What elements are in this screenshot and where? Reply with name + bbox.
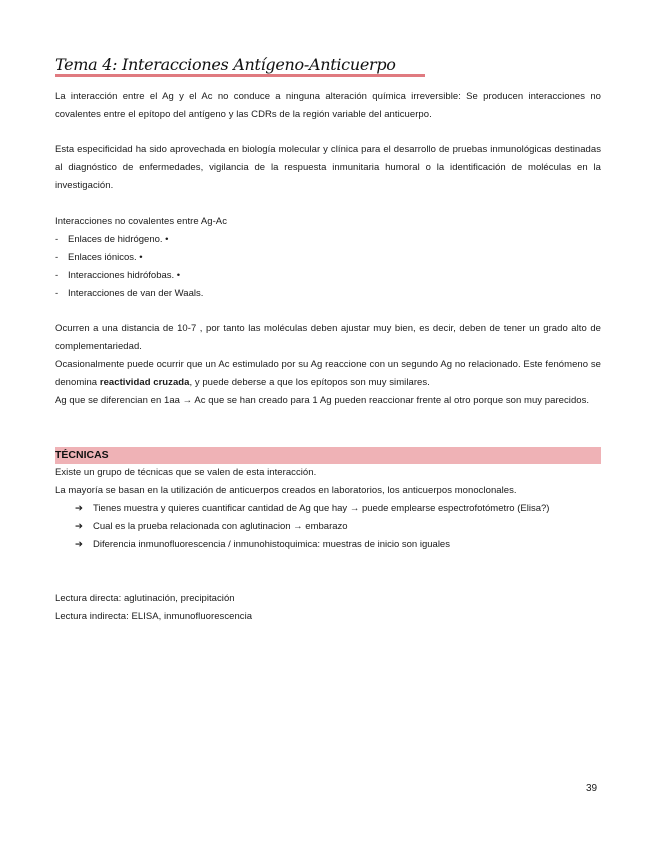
lectura-indirecta: Lectura indirecta: ELISA, inmunofluorescencia <box>55 611 253 622</box>
cross-reactivity-term: reactividad cruzada <box>99 377 190 388</box>
interactions-list <box>55 231 203 303</box>
cross-reactivity-text: Ocasionalmente puede ocurrir que un Ac estimulado por su Ag reaccione con un segundo Ag no relacionado. Este fenómeno se denomina <box>55 359 601 388</box>
title-underline <box>55 74 425 77</box>
distance-paragraph: Ocurren a una distancia de 10-7 , por tanto las moléculas deben ajustar muy bien, es decir, deben de tener un grado alto de complementariedad. <box>55 323 601 352</box>
lectura-directa: Lectura directa: aglutinación, precipitación <box>55 593 235 604</box>
dash-bullet: - <box>55 252 59 263</box>
list-item <box>75 518 601 536</box>
dash-bullet: - <box>55 270 59 281</box>
page-number: 39 <box>586 783 598 794</box>
arrow-right-icon: ➔ <box>75 539 83 550</box>
tecnicas-line-1: Existe un grupo de técnicas que se valen de esta interacción. <box>55 467 317 478</box>
arrow-right-icon: ➔ <box>75 503 83 514</box>
interactions-heading: Interacciones no covalentes entre Ag-Ac <box>55 216 227 227</box>
intro-paragraph: La interacción entre el Ag y el Ac no conduce a ninguna alteración química irreversible: Se producen interacciones no covalentes entre el epítopo del antígeno y las CDRs de la región variable del anticuerpo. <box>55 91 601 120</box>
list-item <box>55 285 203 303</box>
tecnicas-heading: TÉCNICAS <box>55 449 109 461</box>
list-item-text: Cual es la prueba relacionada con aglutinacion → embarazo <box>93 521 348 532</box>
differ-paragraph: Ag que se diferencian en 1aa → Ac que se han creado para 1 Ag pueden reaccionar frente al otro porque son muy parecidos. <box>55 395 590 406</box>
list-item-text: Diferencia inmunofluorescencia / inmunohistoquimica: muestras de inicio son iguales <box>93 539 450 550</box>
list-item <box>75 500 601 518</box>
list-item <box>55 267 203 285</box>
cross-reactivity-paragraph <box>55 356 601 392</box>
list-item <box>55 249 203 267</box>
list-item-text: Enlaces iónicos. • <box>68 252 143 263</box>
dash-bullet: - <box>55 288 59 299</box>
tecnicas-line-2: La mayoría se basan en la utilización de anticuerpos creados en laboratorios, los anticuerpos monoclonales. <box>55 485 517 496</box>
dash-bullet: - <box>55 234 59 245</box>
tecnicas-bullet-list <box>75 500 601 554</box>
specificity-paragraph: Esta especificidad ha sido aprovechada en biología molecular y clínica para el desarrollo de pruebas inmunológicas destinadas al diagnóstico de enfermedades, vigilancia de la respuesta inmunitaria humoral o la identificación de moléculas en la investigación. <box>55 144 601 191</box>
arrow-right-icon: ➔ <box>75 521 83 532</box>
tecnicas-heading-band <box>55 447 601 464</box>
list-item-text: Interacciones hidrófobas. • <box>68 270 181 281</box>
list-item <box>75 536 601 554</box>
page-title: Tema 4: Interacciones Antígeno-Anticuerpo <box>55 55 396 74</box>
list-item <box>55 231 203 249</box>
list-item-text: Tienes muestra y quieres cuantificar cantidad de Ag que hay → puede emplearse espectrofotómetro (Elisa?) <box>93 503 550 514</box>
cross-reactivity-text-end: , y puede deberse a que los epítopos son muy similares. <box>189 377 430 388</box>
list-item-text: Enlaces de hidrógeno. • <box>68 234 169 245</box>
list-item-text: Interacciones de van der Waals. <box>68 288 204 299</box>
